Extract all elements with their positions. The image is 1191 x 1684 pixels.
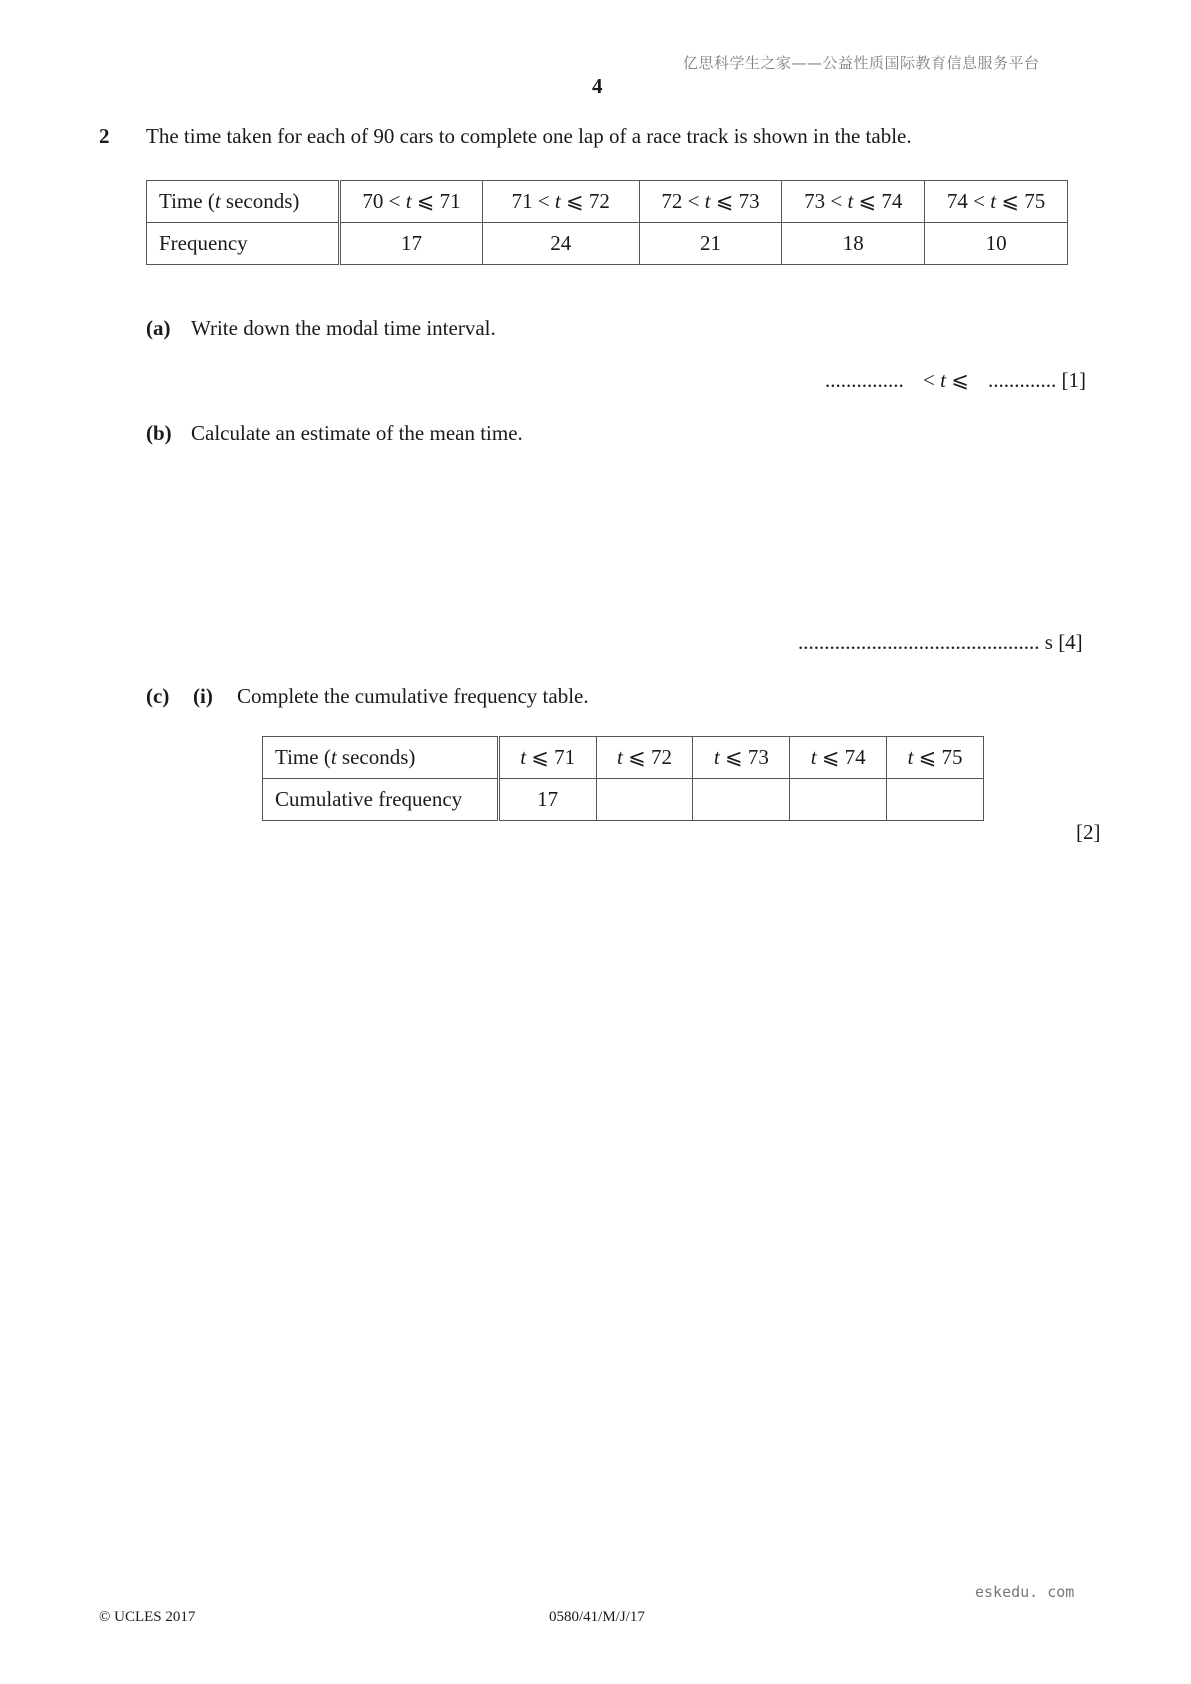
marks-label: [2] xyxy=(1076,820,1101,844)
table-row xyxy=(147,223,1068,265)
cumulative-answer-cell[interactable] xyxy=(693,779,790,821)
row-header-time: Time (t seconds) xyxy=(263,737,499,779)
interval-cell: 74 < t ⩽ 75 xyxy=(925,181,1068,223)
interval-cell: 72 < t ⩽ 73 xyxy=(639,181,782,223)
row-header-frequency: Frequency xyxy=(147,223,340,265)
table-row xyxy=(147,181,1068,223)
cumulative-frequency-table xyxy=(262,736,984,821)
question-number: 2 xyxy=(99,124,110,148)
marks-label: [4] xyxy=(1058,630,1083,654)
bound-cell: t ⩽ 75 xyxy=(887,737,984,779)
frequency-cell: 17 xyxy=(340,223,483,265)
part-b-answer-line[interactable] xyxy=(798,630,1083,655)
part-b-label: (b) xyxy=(146,421,172,445)
interval-cell: 71 < t ⩽ 72 xyxy=(482,181,639,223)
part-b-text: Calculate an estimate of the mean time. xyxy=(191,421,523,445)
marks-label: [1] xyxy=(1061,368,1087,392)
cumulative-cell: 17 xyxy=(498,779,596,821)
unit-label: s xyxy=(1044,630,1053,654)
part-a-label: (a) xyxy=(146,316,171,340)
watermark-text: 亿思科学生之家——公益性质国际教育信息服务平台 xyxy=(683,54,1040,72)
answer-blank-lower[interactable]: ............... xyxy=(825,368,904,392)
table-row xyxy=(263,737,984,779)
frequency-cell: 24 xyxy=(482,223,639,265)
frequency-cell: 10 xyxy=(925,223,1068,265)
row-header-time: Time (t seconds) xyxy=(147,181,340,223)
copyright: © UCLES 2017 xyxy=(99,1609,196,1625)
part-a-text: Write down the modal time interval. xyxy=(191,316,496,340)
frequency-cell: 18 xyxy=(782,223,925,265)
table-row xyxy=(263,779,984,821)
interval-cell: 70 < t ⩽ 71 xyxy=(340,181,483,223)
cumulative-answer-cell[interactable] xyxy=(887,779,984,821)
site-watermark: eskedu. com xyxy=(975,1583,1075,1601)
frequency-cell: 21 xyxy=(639,223,782,265)
answer-blank-mean[interactable]: .............................................. xyxy=(798,630,1040,654)
part-c-label: (c) xyxy=(146,684,170,708)
paper-code: 0580/41/M/J/17 xyxy=(549,1609,645,1625)
cumulative-answer-cell[interactable] xyxy=(790,779,887,821)
part-c-i-label: (i) xyxy=(193,684,213,708)
bound-cell: t ⩽ 71 xyxy=(498,737,596,779)
cumulative-answer-cell[interactable] xyxy=(596,779,693,821)
inequality-symbol: < t ⩽ xyxy=(923,368,969,392)
bound-cell: t ⩽ 73 xyxy=(693,737,790,779)
question-stem: The time taken for each of 90 cars to complete one lap of a race track is shown in the table. xyxy=(146,124,912,148)
frequency-table xyxy=(146,180,1068,265)
part-a-answer-line[interactable] xyxy=(825,368,1086,393)
part-c-text: Complete the cumulative frequency table. xyxy=(237,684,589,708)
row-header-cumulative-frequency: Cumulative frequency xyxy=(263,779,499,821)
page-number: 4 xyxy=(592,74,603,98)
bound-cell: t ⩽ 74 xyxy=(790,737,887,779)
answer-blank-upper[interactable]: ............. xyxy=(988,368,1057,392)
interval-cell: 73 < t ⩽ 74 xyxy=(782,181,925,223)
bound-cell: t ⩽ 72 xyxy=(596,737,693,779)
